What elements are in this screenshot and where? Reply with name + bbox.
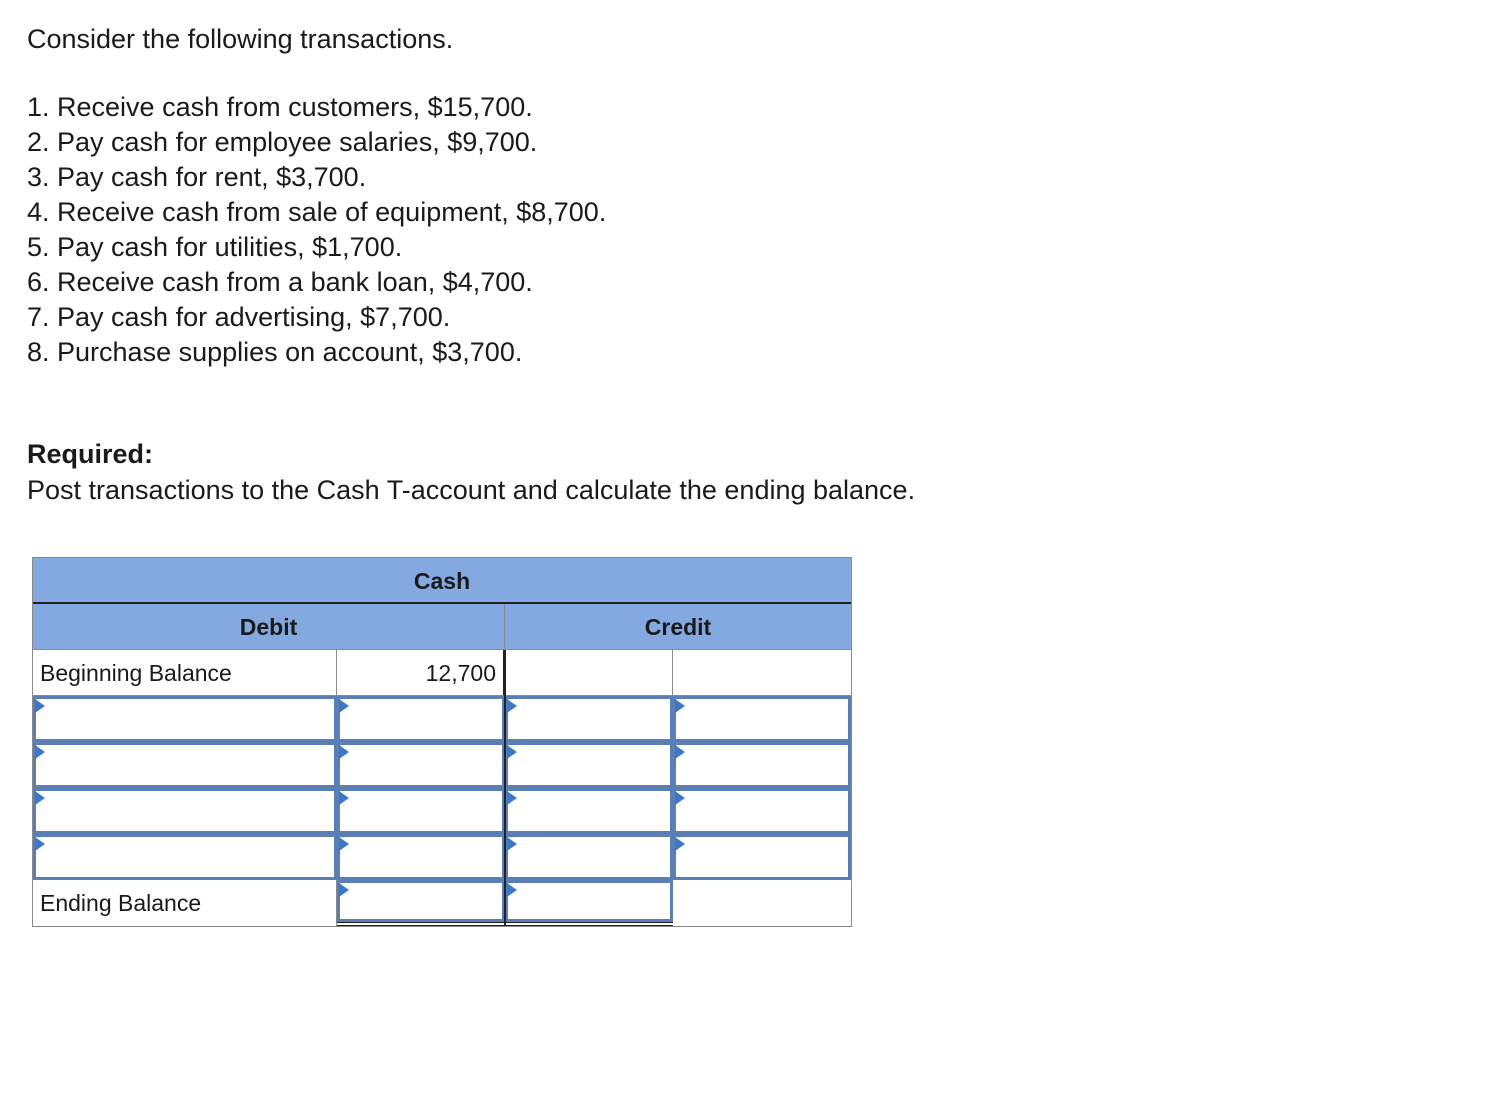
transaction-item: 4. Receive cash from sale of equipment, $8,700. xyxy=(27,197,607,227)
ending-balance-label: Ending Balance xyxy=(33,880,337,926)
transaction-item: 6. Receive cash from a bank loan, $4,700. xyxy=(27,267,533,297)
transaction-item: 2. Pay cash for employee salaries, $9,700. xyxy=(27,127,538,157)
beginning-credit-blank xyxy=(505,650,673,696)
cash-t-account xyxy=(32,557,852,927)
debit-description-input[interactable] xyxy=(33,834,337,880)
transaction-list xyxy=(27,90,606,370)
credit-amount-input[interactable] xyxy=(505,696,673,742)
credit-amount-input[interactable] xyxy=(505,788,673,834)
t-account-divider xyxy=(504,650,506,926)
credit-description-input[interactable] xyxy=(673,788,851,834)
credit-amount-input[interactable] xyxy=(505,834,673,880)
transaction-item: 5. Pay cash for utilities, $1,700. xyxy=(27,232,403,262)
ending-debit-balance-input[interactable] xyxy=(337,880,505,922)
required-heading: Required: xyxy=(27,439,154,469)
debit-amount-input[interactable] xyxy=(337,696,505,742)
beginning-credit-desc-blank xyxy=(673,650,851,696)
transaction-item: 3. Pay cash for rent, $3,700. xyxy=(27,162,367,192)
transaction-item: 1. Receive cash from customers, $15,700. xyxy=(27,92,533,122)
beginning-balance-label: Beginning Balance xyxy=(33,650,337,696)
debit-amount-input[interactable] xyxy=(337,742,505,788)
transaction-item: 8. Purchase supplies on account, $3,700. xyxy=(27,337,523,367)
credit-amount-input[interactable] xyxy=(505,742,673,788)
ending-credit-balance-input[interactable] xyxy=(505,880,673,922)
credit-description-input[interactable] xyxy=(673,696,851,742)
beginning-balance-value: 12,700 xyxy=(337,650,505,696)
debit-description-input[interactable] xyxy=(33,788,337,834)
credit-description-input[interactable] xyxy=(673,742,851,788)
t-account-title: Cash xyxy=(33,558,851,604)
debit-amount-input[interactable] xyxy=(337,834,505,880)
credit-header: Credit xyxy=(505,604,851,650)
debit-description-input[interactable] xyxy=(33,742,337,788)
debit-description-input[interactable] xyxy=(33,696,337,742)
debit-amount-input[interactable] xyxy=(337,788,505,834)
required-instructions: Post transactions to the Cash T-account and calculate the ending balance. xyxy=(27,475,916,505)
credit-description-input[interactable] xyxy=(673,834,851,880)
intro-text: Consider the following transactions. xyxy=(27,24,454,54)
transaction-item: 7. Pay cash for advertising, $7,700. xyxy=(27,302,451,332)
debit-header: Debit xyxy=(33,604,505,650)
